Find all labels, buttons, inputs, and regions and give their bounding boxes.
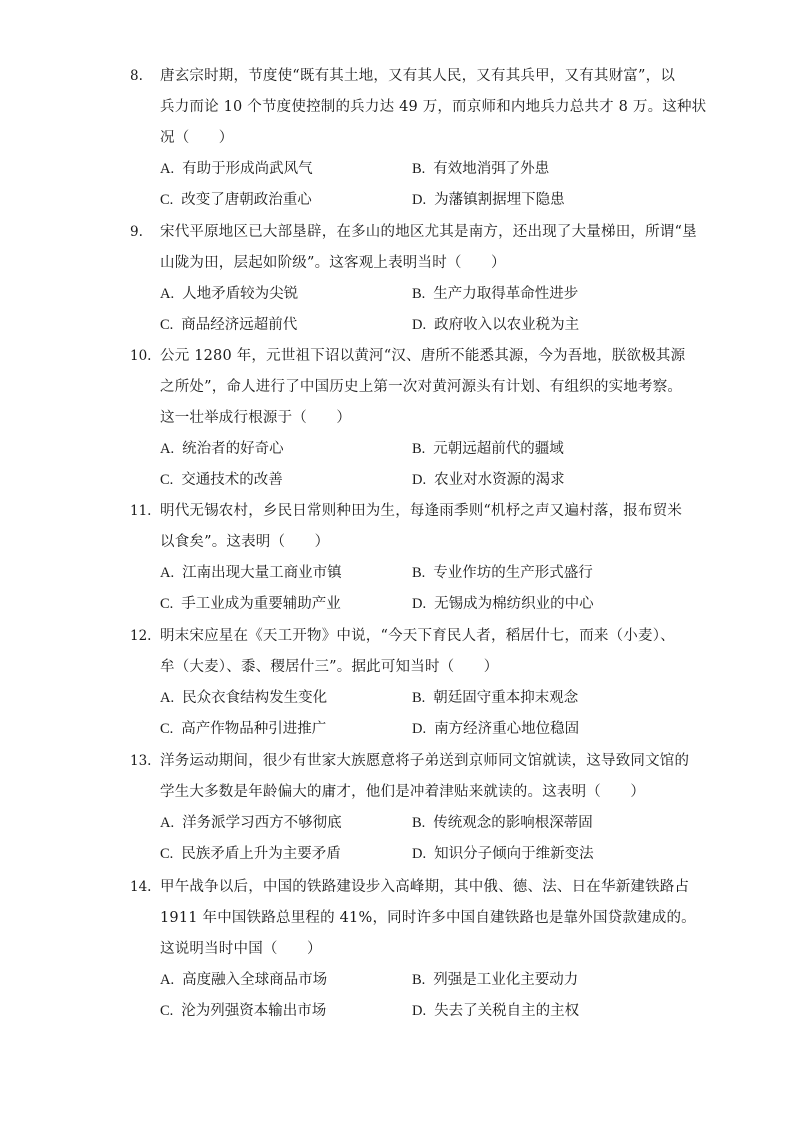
option-text: 有效地消弭了外患 <box>433 161 550 177</box>
option-text: 失去了关税自主的主权 <box>434 1003 580 1019</box>
option-b[interactable] <box>412 434 692 465</box>
option-letter: A. <box>160 565 175 581</box>
option-list <box>160 558 690 620</box>
option-c[interactable] <box>160 996 412 1027</box>
question-number: 8. <box>130 68 143 84</box>
option-text: 生产力取得革命性进步 <box>433 286 579 302</box>
option-d[interactable] <box>412 996 692 1027</box>
option-b[interactable] <box>412 154 692 185</box>
stem-line: 1911 年中国铁路总里程的 41%，同时许多中国自建铁路也是靠外国贷款建成的。 <box>160 910 696 926</box>
option-b[interactable] <box>412 558 692 589</box>
option-a[interactable] <box>160 434 412 465</box>
stem-line: 明末宋应星在《天工开物》中说，“今天下育民人者，稻居什七，而来（小麦）、 <box>160 628 675 644</box>
stem-line: 况（ ） <box>160 130 234 146</box>
option-letter: D. <box>412 721 427 737</box>
question-number: 10. <box>130 348 152 364</box>
option-letter: C. <box>160 721 174 737</box>
option-text: 沦为列强资本输出市场 <box>181 1003 327 1019</box>
question-13 <box>130 746 690 870</box>
option-letter: B. <box>412 815 426 831</box>
option-a[interactable] <box>160 683 412 714</box>
stem-line: 这说明当时中国（ ） <box>160 941 322 957</box>
question-number: 9. <box>130 224 143 240</box>
option-text: 统治者的好奇心 <box>182 441 284 457</box>
option-letter: B. <box>412 565 426 581</box>
question-12 <box>130 621 690 745</box>
option-letter: C. <box>160 596 174 612</box>
question-stem <box>160 746 690 808</box>
question-9 <box>130 217 697 341</box>
option-text: 手工业成为重要辅助产业 <box>181 596 341 612</box>
question-stem <box>160 621 690 683</box>
question-number: 13. <box>130 753 152 769</box>
stem-line: 以食矣”。这表明（ ） <box>160 534 330 550</box>
question-stem <box>160 61 707 154</box>
option-text: 江南出现大量工商业市镇 <box>182 565 342 581</box>
option-letter: B. <box>412 690 426 706</box>
option-a[interactable] <box>160 965 412 996</box>
option-c[interactable] <box>160 310 412 341</box>
option-a[interactable] <box>160 808 412 839</box>
option-c[interactable] <box>160 714 412 745</box>
stem-line: 公元 1280 年，元世祖下诏以黄河“汉、唐所不能悉其源，今为吾地，朕欲极其源 <box>160 348 686 364</box>
stem-line: 学生大多数是年龄偏大的庸才，他们是冲着津贴来就读的。这表明（ ） <box>160 784 646 800</box>
option-text: 人地矛盾较为尖锐 <box>182 286 299 302</box>
question-stem <box>160 217 697 279</box>
option-list <box>160 154 690 216</box>
option-text: 高产作物品种引进推广 <box>181 721 327 737</box>
question-number: 14. <box>130 879 152 895</box>
stem-line: 山陇为田，层起如阶级”。这客观上表明当时（ ） <box>160 255 506 271</box>
stem-line: 洋务运动期间，很少有世家大族愿意将子弟送到京师同文馆就读，这导致同文馆的 <box>160 753 690 769</box>
option-b[interactable] <box>412 683 692 714</box>
option-text: 专业作坊的生产形式盛行 <box>433 565 593 581</box>
question-number: 11. <box>130 503 152 519</box>
option-text: 朝廷固守重本抑末观念 <box>433 690 579 706</box>
stem-line: 宋代平原地区已大部垦辟，在多山的地区尤其是南方，还出现了大量梯田，所谓“垦 <box>160 224 697 240</box>
option-text: 知识分子倾向于维新变法 <box>434 846 594 862</box>
option-list <box>160 808 690 870</box>
question-stem <box>160 496 690 558</box>
option-text: 洋务派学习西方不够彻底 <box>182 815 342 831</box>
option-letter: A. <box>160 815 175 831</box>
option-d[interactable] <box>412 839 692 870</box>
stem-line: 明代无锡农村，乡民日常则种田为生，每逢雨季则“机杼之声又遍村落，报布贸米 <box>160 503 683 519</box>
question-number: 12. <box>130 628 152 644</box>
option-a[interactable] <box>160 279 412 310</box>
option-letter: A. <box>160 972 175 988</box>
question-10 <box>130 341 690 496</box>
option-b[interactable] <box>412 965 692 996</box>
option-text: 高度融入全球商品市场 <box>182 972 328 988</box>
option-letter: A. <box>160 690 175 706</box>
option-letter: D. <box>412 1003 427 1019</box>
option-text: 有助于形成尚武风气 <box>182 161 313 177</box>
stem-line: 这一壮举成行根源于（ ） <box>160 410 352 426</box>
option-letter: C. <box>160 1003 174 1019</box>
option-text: 元朝远超前代的疆域 <box>433 441 564 457</box>
option-d[interactable] <box>412 465 692 496</box>
option-letter: D. <box>412 192 427 208</box>
question-stem <box>160 341 690 434</box>
option-letter: D. <box>412 317 427 333</box>
option-letter: D. <box>412 472 427 488</box>
option-d[interactable] <box>412 589 692 620</box>
option-d[interactable] <box>412 185 692 216</box>
option-c[interactable] <box>160 839 412 870</box>
stem-line: 兵力而论 10 个节度使控制的兵力达 49 万，而京师和内地兵力总共才 8 万。这种状 <box>160 99 707 115</box>
option-letter: C. <box>160 846 174 862</box>
option-letter: B. <box>412 441 426 457</box>
option-text: 农业对水资源的渴求 <box>434 472 565 488</box>
option-text: 交通技术的改善 <box>181 472 283 488</box>
option-c[interactable] <box>160 185 412 216</box>
option-a[interactable] <box>160 558 412 589</box>
option-d[interactable] <box>412 714 692 745</box>
question-14 <box>130 872 696 1027</box>
option-list <box>160 683 690 745</box>
option-c[interactable] <box>160 465 412 496</box>
option-letter: C. <box>160 192 174 208</box>
option-letter: B. <box>412 161 426 177</box>
option-letter: C. <box>160 472 174 488</box>
option-letter: A. <box>160 286 175 302</box>
question-8 <box>130 61 707 216</box>
option-text: 政府收入以农业税为主 <box>434 317 580 333</box>
option-text: 民族矛盾上升为主要矛盾 <box>181 846 341 862</box>
stem-line: 之所处”，命人进行了中国历史上第一次对黄河源头有计划、有组织的实地考察。 <box>160 379 683 395</box>
option-list <box>160 434 690 496</box>
option-letter: B. <box>412 286 426 302</box>
option-text: 传统观念的影响根深蒂固 <box>433 815 593 831</box>
option-letter: D. <box>412 846 427 862</box>
option-text: 无锡成为棉纺织业的中心 <box>434 596 594 612</box>
option-b[interactable] <box>412 279 692 310</box>
option-letter: A. <box>160 161 175 177</box>
option-text: 商品经济远超前代 <box>181 317 298 333</box>
option-letter: A. <box>160 441 175 457</box>
option-list <box>160 279 690 341</box>
option-text: 民众衣食结构发生变化 <box>182 690 328 706</box>
option-list <box>160 965 690 1027</box>
option-text: 为藩镇割据埋下隐患 <box>434 192 565 208</box>
option-letter: C. <box>160 317 174 333</box>
option-letter: D. <box>412 596 427 612</box>
stem-line: 唐玄宗时期，节度使“既有其土地，又有其人民，又有其兵甲，又有其财富”，以 <box>160 68 676 84</box>
option-letter: B. <box>412 972 426 988</box>
option-b[interactable] <box>412 808 692 839</box>
question-11 <box>130 496 690 620</box>
option-c[interactable] <box>160 589 412 620</box>
option-text: 列强是工业化主要动力 <box>433 972 579 988</box>
question-stem <box>160 872 696 965</box>
stem-line: 甲午战争以后，中国的铁路建设步入高峰期，其中俄、德、法、日在华新建铁路占 <box>160 879 690 895</box>
option-text: 南方经济重心地位稳固 <box>434 721 580 737</box>
option-d[interactable] <box>412 310 692 341</box>
option-a[interactable] <box>160 154 412 185</box>
stem-line: 牟（大麦）、黍、稷居什三”。据此可知当时（ ） <box>160 659 499 675</box>
option-text: 改变了唐朝政治重心 <box>181 192 312 208</box>
